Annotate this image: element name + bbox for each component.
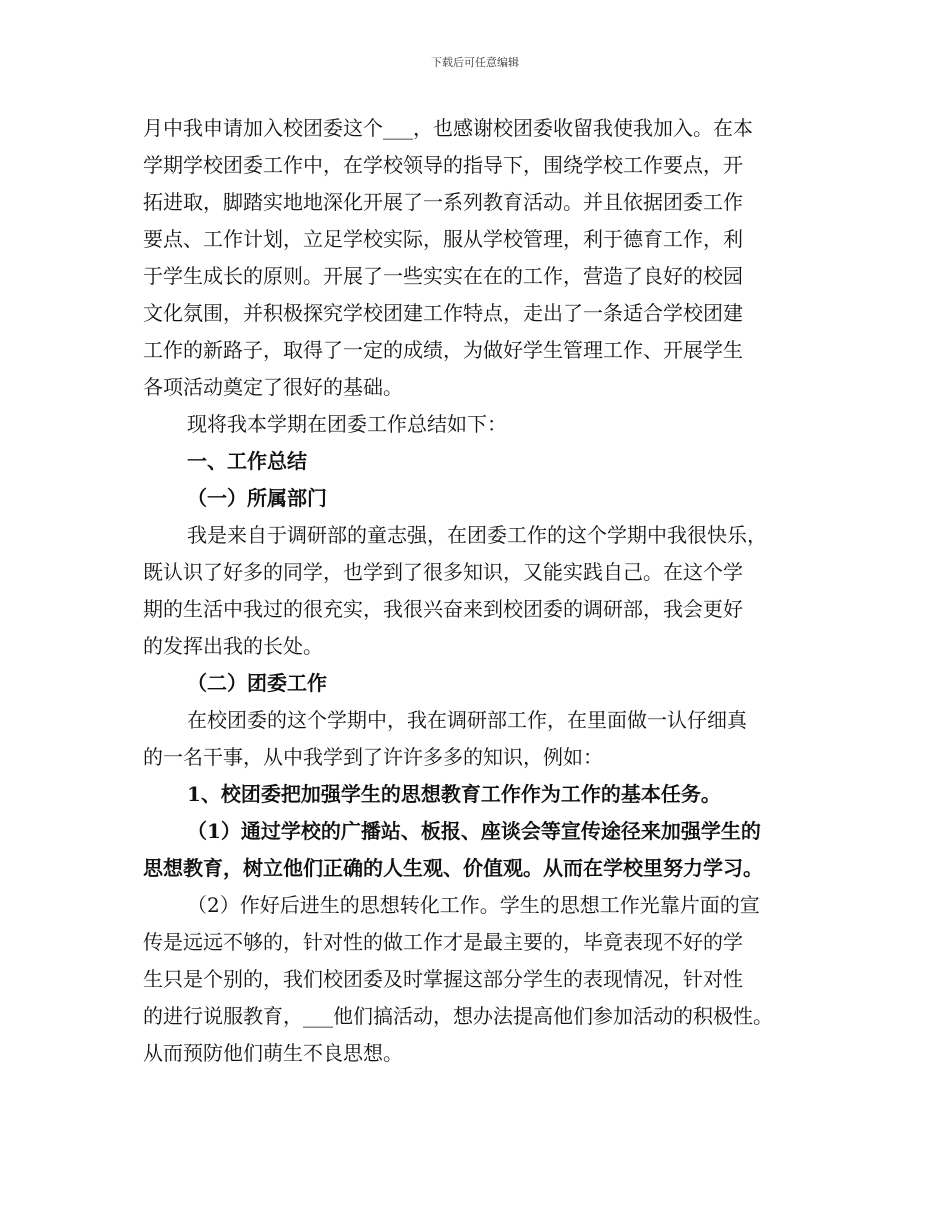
text-line: 拓进取，脚踏实地地深化开展了一系列教育活动。并且依据团委工作 (143, 190, 743, 214)
item-heading: 1、校团委把加强学生的思想教育工作作为工作的基本任务。 (187, 782, 721, 806)
text-line: 的发挥出我的长处。 (143, 634, 323, 658)
page-header: 下载后可任意编辑 (431, 56, 519, 69)
text-line: （2）作好后进生的思想转化工作。学生的思想工作光靠片面的宣 (187, 893, 760, 917)
text-line: 在校团委的这个学期中，我在调研部工作，在里面做一认仔细真 (187, 708, 747, 732)
subsection-heading (143, 665, 811, 702)
paragraph-intro (143, 110, 811, 406)
paragraph-league-work (143, 702, 811, 776)
subsection-heading (143, 480, 811, 517)
text-line: 的进行说服教育，___他们搞活动，想办法提高他们参加活动的积极性。 (143, 1004, 773, 1028)
heading-department: （一）所属部门 (187, 486, 327, 510)
heading-work-summary: 一、工作总结 (187, 449, 307, 473)
text-line: 我是来自于调研部的童志强，在团委工作的这个学期中我很快乐， (187, 523, 767, 547)
text-line: 各项活动奠定了很好的基础。 (143, 375, 403, 399)
list-subitem-2 (143, 887, 811, 1072)
text-line: 于学生成长的原则。开展了一些实实在在的工作，营造了良好的校园 (143, 264, 743, 288)
text-line: 期的生活中我过的很充实，我很兴奋来到校团委的调研部，我会更好 (143, 597, 743, 621)
text-line: 传是远远不够的，针对性的做工作才是最主要的，毕竟表现不好的学 (143, 930, 743, 954)
text-line: 月中我申请加入校团委这个___，也感谢校团委收留我使我加入。在本 (143, 116, 753, 140)
text-line: 工作的新路子，取得了一定的成绩，为做好学生管理工作、开展学生 (143, 338, 743, 362)
text-line: 从而预防他们萌生不良思想。 (143, 1041, 403, 1065)
document-body (143, 110, 811, 1072)
section-heading (143, 443, 811, 480)
paragraph-department (143, 517, 811, 665)
heading-league-work: （二）团委工作 (187, 671, 327, 695)
text-line: 生只是个别的，我们校团委及时掌握这部分学生的表现情况，针对性 (143, 967, 743, 991)
text-line: 学期学校团委工作中，在学校领导的指导下，围绕学校工作要点，开 (143, 153, 743, 177)
text-line: （1）通过学校的广播站、板报、座谈会等宣传途径来加强学生的 (187, 819, 761, 843)
list-subitem-1 (143, 813, 811, 887)
paragraph-summary-lead (143, 406, 811, 443)
text-line: 思想教育，树立他们正确的人生观、价值观。从而在学校里努力学习。 (143, 856, 763, 880)
list-item (143, 776, 811, 813)
text-line: 文化氛围，并积极探究学校团建工作特点，走出了一条适合学校团建 (143, 301, 743, 325)
text-line: 现将我本学期在团委工作总结如下： (187, 412, 507, 436)
text-line: 要点、工作计划，立足学校实际，服从学校管理，利于德育工作，利 (143, 227, 743, 251)
text-line: 的一名干事，从中我学到了许许多多的知识，例如： (143, 745, 603, 769)
text-line: 既认识了好多的同学，也学到了很多知识，又能实践自己。在这个学 (143, 560, 743, 584)
